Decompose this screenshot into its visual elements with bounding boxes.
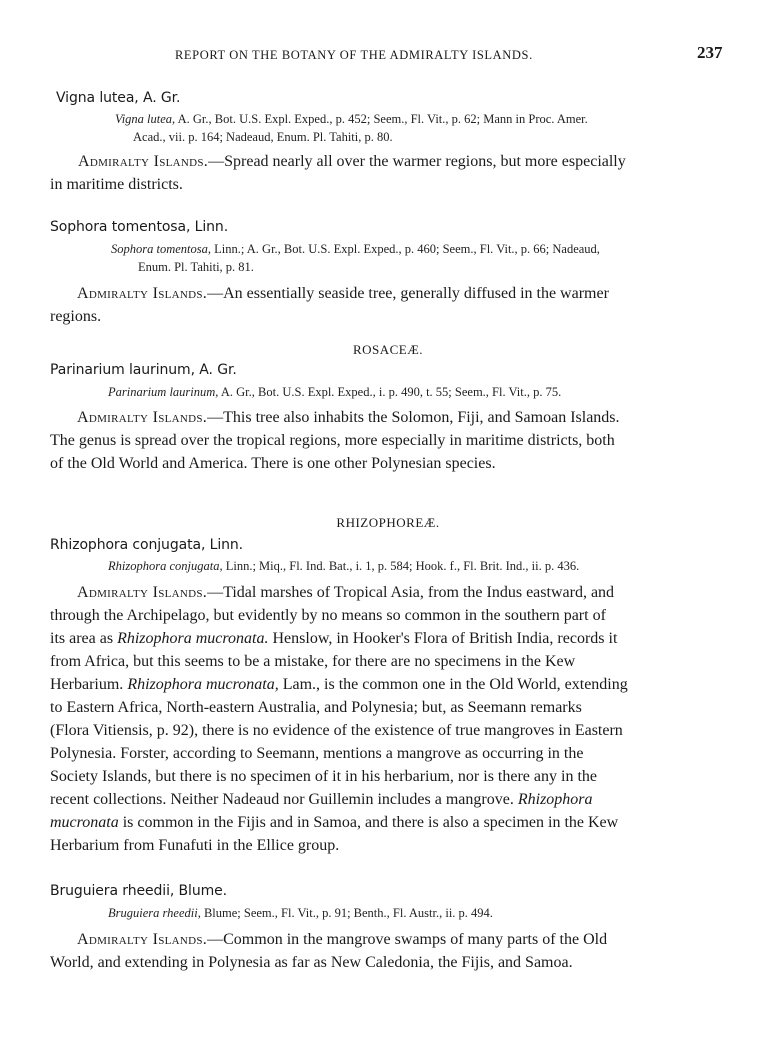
- species-name: Sophora tomentosa, Linn.: [50, 219, 229, 235]
- species-name: Bruguiera rheedii, Blume.: [50, 883, 228, 899]
- entry-text-line: Polynesia. Forster, according to Seemann, mentions a mangrove as occurring in the: [50, 745, 584, 762]
- citation-text: A. Gr., Bot. U.S. Expl. Exped., i. p. 490, t. 55; Seem., Fl. Vit., p. 75.: [220, 385, 562, 399]
- entry-text-line: Society Islands, but there is no specimen of it in his herbarium, nor is there any in the: [50, 768, 597, 785]
- citation: [115, 110, 735, 146]
- citation-taxon: Vigna lutea,: [115, 112, 176, 126]
- entry-text: [50, 928, 726, 974]
- entry-text-line: —Common in the mangrove swamps of many parts of the Old: [207, 931, 608, 948]
- locality-label: Admiralty Islands.: [77, 409, 208, 426]
- taxon-name: Rhizophora mucronata,: [127, 676, 279, 693]
- locality-label: Admiralty Islands.: [77, 285, 208, 302]
- entry-text-line: —Spread nearly all over the warmer regions, but more especially: [208, 153, 626, 170]
- taxon-name: mucronata: [50, 814, 119, 831]
- entry-text-line: through the Archipelago, but evidently by no means so common in the southern part of: [50, 607, 606, 624]
- species-name: Parinarium laurinum, A. Gr.: [50, 362, 237, 378]
- entry-text-line: Herbarium from Funafuti in the Ellice group.: [50, 837, 340, 854]
- entry-text-line: from Africa, but this seems to be a mistake, for there are no specimens in the Kew: [50, 653, 576, 670]
- species-name: Vigna lutea, A. Gr.: [56, 90, 181, 106]
- citation-taxon: Parinarium laurinum,: [108, 385, 219, 399]
- citation-taxon: Rhizophora conjugata,: [108, 559, 223, 573]
- running-title: REPORT ON THE BOTANY OF THE ADMIRALTY ISLANDS.: [175, 48, 533, 62]
- citation-taxon: Bruguiera rheedii,: [108, 906, 201, 920]
- locality-label: Admiralty Islands.: [77, 931, 208, 948]
- citation: [108, 904, 728, 922]
- family-heading: ROSACEÆ.: [352, 342, 424, 357]
- entry-text-line: —This tree also inhabits the Solomon, Fiji, and Samoan Islands.: [207, 409, 620, 426]
- citation-text: Linn.; Miq., Fl. Ind. Bat., i. 1, p. 584; Hook. f., Fl. Brit. Ind., ii. p. 436.: [225, 559, 580, 573]
- entry-text-line: (Flora Vitiensis, p. 92), there is no evidence of the existence of true mangroves in Eastern: [50, 722, 623, 739]
- taxon-name: Rhizophora: [517, 791, 593, 808]
- family-heading: RHIZOPHOREÆ.: [336, 515, 440, 530]
- entry-text-line: —Tidal marshes of Tropical Asia, from the Indus eastward, and: [207, 584, 615, 601]
- entry-text: [50, 150, 726, 196]
- entry-text: [50, 406, 726, 475]
- entry-text-line: its area as Rhizophora mucronata. Henslow, in Hooker's Flora of British India, records it: [50, 630, 618, 647]
- citation-text: Blume; Seem., Fl. Vit., p. 91; Benth., Fl. Austr., ii. p. 494.: [203, 906, 493, 920]
- entry-text-line: recent collections. Neither Nadeaud nor Guillemin includes a mangrove. Rhizophora: [50, 791, 593, 808]
- entry-text: [50, 581, 726, 857]
- species-name: Rhizophora conjugata, Linn.: [50, 537, 244, 553]
- citation: [111, 240, 736, 276]
- citation-taxon: Sophora tomentosa,: [111, 242, 211, 256]
- citation-text: A. Gr., Bot. U.S. Expl. Exped., p. 452; Seem., Fl. Vit., p. 62; Mann in Proc. Amer.: [177, 112, 588, 126]
- citation-text-cont: Acad., vii. p. 164; Nadeaud, Enum. Pl. Tahiti, p. 80.: [133, 130, 393, 144]
- entry-text-line: —An essentially seaside tree, generally diffused in the warmer: [207, 285, 609, 302]
- citation-text: Linn.; A. Gr., Bot. U.S. Expl. Exped., p. 460; Seem., Fl. Vit., p. 66; Nadeaud,: [214, 242, 600, 256]
- citation: [108, 557, 728, 575]
- entry-text-line: World, and extending in Polynesia as far as New Caledonia, the Fijis, and Samoa.: [50, 954, 573, 971]
- entry-text: [50, 282, 726, 328]
- entry-text-line: of the Old World and America. There is one other Polynesian species.: [50, 455, 496, 472]
- entry-text-line: mucronata is common in the Fijis and in Samoa, and there is also a specimen in the Kew: [50, 814, 619, 831]
- taxon-name: Rhizophora mucronata.: [117, 630, 269, 647]
- entry-text-line: regions.: [50, 308, 102, 325]
- citation-text-cont: Enum. Pl. Tahiti, p. 81.: [138, 260, 254, 274]
- citation: [108, 383, 728, 401]
- running-header: [0, 42, 776, 66]
- entry-text-line: in maritime districts.: [50, 176, 183, 193]
- entry-text-line: Herbarium. Rhizophora mucronata, Lam., is the common one in the Old World, extending: [50, 676, 628, 693]
- entry-text-line: The genus is spread over the tropical regions, more especially in maritime districts, both: [50, 432, 615, 449]
- locality-label: Admiralty Islands.: [78, 153, 209, 170]
- locality-label: Admiralty Islands.: [77, 584, 208, 601]
- entry-text-line: to Eastern Africa, North-eastern Australia, and Polynesia; but, as Seemann remarks: [50, 699, 582, 716]
- page-number: 237: [697, 43, 723, 62]
